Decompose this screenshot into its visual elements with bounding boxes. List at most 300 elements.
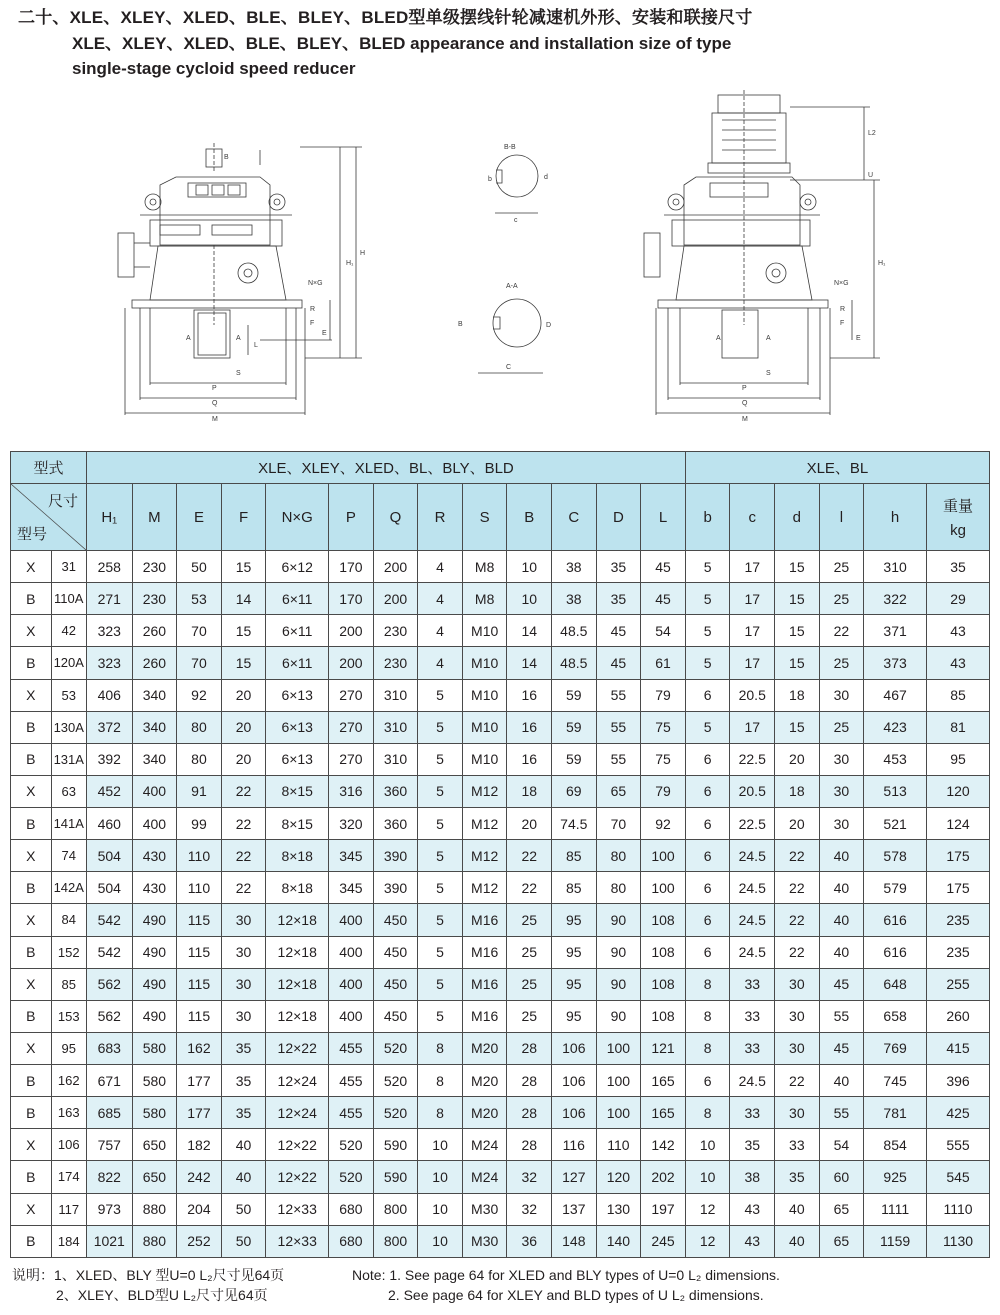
table-cell: 32 <box>507 1161 552 1193</box>
table-cell: 1111 <box>864 1193 927 1225</box>
dimension-table <box>10 451 990 1258</box>
table-cell: M20 <box>462 1032 507 1064</box>
table-cell: 580 <box>132 1065 177 1097</box>
table-cell: 90 <box>596 936 641 968</box>
table-cell: 973 <box>86 1193 132 1225</box>
table-row <box>11 808 990 840</box>
table-cell: 562 <box>86 1000 132 1032</box>
title-english-line2: single-stage cycloid speed reducer <box>72 59 356 78</box>
table-cell: 99 <box>177 808 222 840</box>
table-cell: 8 <box>418 1032 463 1064</box>
table-cell: 70 <box>177 615 222 647</box>
table-row <box>11 583 990 615</box>
column-header: C <box>552 484 597 551</box>
table-cell: M30 <box>462 1193 507 1225</box>
table-cell: 55 <box>596 679 641 711</box>
label-P: P <box>212 385 217 392</box>
table-cell: 372 <box>86 711 132 743</box>
table-cell: 54 <box>641 615 686 647</box>
table-cell: 390 <box>373 872 418 904</box>
table-cell: 455 <box>329 1032 374 1064</box>
table-cell: 35 <box>221 1032 266 1064</box>
table-cell: 452 <box>86 775 132 807</box>
model-cell: 31 <box>51 551 86 583</box>
table-cell: 50 <box>221 1225 266 1257</box>
label-E: E <box>322 330 327 337</box>
notes-label: 说明： <box>12 1267 54 1283</box>
table-cell: 6 <box>685 775 730 807</box>
table-cell: 14 <box>507 615 552 647</box>
column-header: l <box>819 484 864 551</box>
table-cell: 8 <box>685 1097 730 1129</box>
type-cell: X <box>11 551 52 583</box>
table-cell: 75 <box>641 743 686 775</box>
table-row <box>11 615 990 647</box>
table-cell: 33 <box>775 1129 820 1161</box>
table-cell: 33 <box>730 1000 775 1032</box>
label-BB: B-B <box>504 144 516 151</box>
table-cell: 513 <box>864 775 927 807</box>
table-cell: 140 <box>596 1225 641 1257</box>
label-A-right-2: A <box>766 335 771 342</box>
table-cell: 85 <box>552 840 597 872</box>
label-F: F <box>310 320 315 327</box>
table-cell: 61 <box>641 647 686 679</box>
table-cell: 124 <box>927 808 990 840</box>
table-cell: 33 <box>730 1097 775 1129</box>
label-Q-right: Q <box>742 400 748 407</box>
type-cell: B <box>11 711 52 743</box>
table-cell: 162 <box>177 1032 222 1064</box>
model-cell: 74 <box>51 840 86 872</box>
table-cell: 55 <box>596 711 641 743</box>
table-cell: 18 <box>507 775 552 807</box>
table-row <box>11 1000 990 1032</box>
table-row <box>11 647 990 679</box>
table-cell: 108 <box>641 904 686 936</box>
table-cell: 79 <box>641 775 686 807</box>
table-cell: 12×24 <box>266 1065 329 1097</box>
type-cell: X <box>11 615 52 647</box>
table-cell: 45 <box>641 551 686 583</box>
table-cell: 520 <box>373 1097 418 1129</box>
model-cell: 85 <box>51 968 86 1000</box>
table-cell: 1110 <box>927 1193 990 1225</box>
column-header <box>927 484 990 551</box>
table-cell: 15 <box>221 615 266 647</box>
table-cell: 45 <box>819 968 864 1000</box>
table-cell: 769 <box>864 1032 927 1064</box>
label-NxG-right: N×G <box>834 280 849 287</box>
table-cell: 230 <box>132 551 177 583</box>
table-cell: 680 <box>329 1225 374 1257</box>
table-cell: 455 <box>329 1097 374 1129</box>
table-cell: 20.5 <box>730 775 775 807</box>
table-cell: 90 <box>596 904 641 936</box>
table-row <box>11 775 990 807</box>
table-cell: 43 <box>730 1225 775 1257</box>
table-cell: 25 <box>819 551 864 583</box>
table-cell: 182 <box>177 1129 222 1161</box>
model-cell: 131A <box>51 743 86 775</box>
table-cell: 175 <box>927 840 990 872</box>
reducer-with-motor-right <box>644 90 880 415</box>
table-cell: 6 <box>685 1065 730 1097</box>
table-cell: 230 <box>132 583 177 615</box>
table-cell: 270 <box>329 743 374 775</box>
table-cell: 35 <box>730 1129 775 1161</box>
table-cell: 650 <box>132 1161 177 1193</box>
column-header: Q <box>373 484 418 551</box>
table-row <box>11 743 990 775</box>
table-cell: 40 <box>819 1065 864 1097</box>
table-cell: M12 <box>462 808 507 840</box>
table-cell: 55 <box>819 1097 864 1129</box>
table-cell: 616 <box>864 936 927 968</box>
table-cell: 925 <box>864 1161 927 1193</box>
table-cell: 48.5 <box>552 615 597 647</box>
table-cell: 1159 <box>864 1225 927 1257</box>
label-c: c <box>514 217 518 224</box>
table-cell: 30 <box>221 1000 266 1032</box>
table-cell: 5 <box>418 968 463 1000</box>
table-cell: 40 <box>819 904 864 936</box>
table-cell: 5 <box>685 551 730 583</box>
table-cell: 35 <box>221 1097 266 1129</box>
table-cell: 15 <box>775 551 820 583</box>
model-cell: 95 <box>51 1032 86 1064</box>
table-cell: 12×18 <box>266 1000 329 1032</box>
table-cell: 12×22 <box>266 1161 329 1193</box>
table-cell: 800 <box>373 1225 418 1257</box>
table-cell: 60 <box>819 1161 864 1193</box>
table-cell: 170 <box>329 583 374 615</box>
table-cell: 30 <box>775 968 820 1000</box>
table-cell: 400 <box>329 936 374 968</box>
table-cell: 30 <box>819 679 864 711</box>
table-cell: 30 <box>819 743 864 775</box>
table-cell: 16 <box>507 711 552 743</box>
table-cell: M10 <box>462 711 507 743</box>
table-cell: 80 <box>177 711 222 743</box>
note-cn-1: 1、XLED、BLY 型U=0 L₂尺寸见64页 <box>54 1267 285 1283</box>
model-cell: 142A <box>51 872 86 904</box>
table-cell: 8 <box>685 968 730 1000</box>
table-cell: M20 <box>462 1065 507 1097</box>
table-cell: 127 <box>552 1161 597 1193</box>
table-cell: 22.5 <box>730 743 775 775</box>
table-row <box>11 1032 990 1064</box>
table-cell: 22 <box>775 1065 820 1097</box>
table-cell: M12 <box>462 775 507 807</box>
table-cell: 177 <box>177 1097 222 1129</box>
table-cell: 12×33 <box>266 1225 329 1257</box>
table-cell: 10 <box>418 1193 463 1225</box>
table-cell: 45 <box>819 1032 864 1064</box>
table-cell: 5 <box>685 647 730 679</box>
table-cell: 6 <box>685 840 730 872</box>
table-cell: 4 <box>418 615 463 647</box>
section-labels <box>458 144 551 371</box>
label-M-right: M <box>742 416 748 423</box>
table-cell: M10 <box>462 743 507 775</box>
table-cell: 5 <box>418 711 463 743</box>
type-cell: B <box>11 1161 52 1193</box>
table-cell: 25 <box>819 647 864 679</box>
table-cell: 40 <box>775 1193 820 1225</box>
table-cell: 230 <box>373 647 418 679</box>
table-cell: 260 <box>132 615 177 647</box>
table-cell: 270 <box>329 679 374 711</box>
table-cell: 400 <box>132 775 177 807</box>
table-cell: 38 <box>552 583 597 615</box>
table-cell: 396 <box>927 1065 990 1097</box>
table-cell: 95 <box>927 743 990 775</box>
table-cell: 10 <box>507 583 552 615</box>
table-cell: 30 <box>819 808 864 840</box>
table-cell: 235 <box>927 936 990 968</box>
note-cn-2: 2、XLEY、BLD型U L₂尺寸见64页 <box>56 1287 268 1303</box>
table-cell: 6×13 <box>266 711 329 743</box>
model-cell: 117 <box>51 1193 86 1225</box>
table-cell: 8×18 <box>266 840 329 872</box>
table-cell: 340 <box>132 711 177 743</box>
table-cell: 360 <box>373 775 418 807</box>
table-cell: 258 <box>86 551 132 583</box>
header-corner <box>11 484 87 551</box>
table-cell: 235 <box>927 904 990 936</box>
table-cell: 74.5 <box>552 808 597 840</box>
table-cell: 43 <box>927 615 990 647</box>
table-cell: 10 <box>685 1129 730 1161</box>
column-header: S <box>462 484 507 551</box>
column-header: E <box>177 484 222 551</box>
column-header-weight: 重量 <box>942 498 973 515</box>
table-cell: 95 <box>552 968 597 1000</box>
table-cell: 130 <box>596 1193 641 1225</box>
table-cell: 80 <box>596 840 641 872</box>
table-cell: 390 <box>373 840 418 872</box>
table-cell: 6 <box>685 936 730 968</box>
column-header: B <box>507 484 552 551</box>
table-cell: 8 <box>418 1065 463 1097</box>
table-cell: 455 <box>329 1065 374 1097</box>
table-cell: 100 <box>641 872 686 904</box>
table-cell: 200 <box>329 615 374 647</box>
table-cell: 15 <box>221 551 266 583</box>
table-row <box>11 679 990 711</box>
table-cell: 40 <box>819 840 864 872</box>
table-cell: 6×13 <box>266 679 329 711</box>
model-cell: 174 <box>51 1161 86 1193</box>
header-group-1: XLE、XLEY、XLED、BL、BLY、BLD <box>86 452 685 484</box>
table-cell: 423 <box>864 711 927 743</box>
table-cell: 106 <box>552 1065 597 1097</box>
table-cell: 15 <box>775 647 820 679</box>
table-row <box>11 1097 990 1129</box>
table-row <box>11 904 990 936</box>
model-cell: 84 <box>51 904 86 936</box>
table-cell: 5 <box>418 840 463 872</box>
table-cell: 6 <box>685 808 730 840</box>
table-cell: 425 <box>927 1097 990 1129</box>
table-cell: 22 <box>221 808 266 840</box>
table-cell: 5 <box>685 615 730 647</box>
type-cell: B <box>11 808 52 840</box>
header-type: 型式 <box>11 452 87 484</box>
table-cell: 17 <box>730 583 775 615</box>
table-cell: 110 <box>177 872 222 904</box>
table-cell: 197 <box>641 1193 686 1225</box>
table-cell: 17 <box>730 551 775 583</box>
table-cell: 504 <box>86 840 132 872</box>
table-cell: 430 <box>132 872 177 904</box>
table-row <box>11 551 990 583</box>
type-cell: X <box>11 840 52 872</box>
table-cell: 45 <box>641 583 686 615</box>
table-cell: 590 <box>373 1129 418 1161</box>
table-cell: 5 <box>418 936 463 968</box>
table-cell: 8 <box>418 1097 463 1129</box>
table-cell: 20 <box>221 711 266 743</box>
table-cell: 392 <box>86 743 132 775</box>
table-cell: 15 <box>775 615 820 647</box>
table-cell: 578 <box>864 840 927 872</box>
label-R: R <box>310 306 316 313</box>
table-cell: 115 <box>177 968 222 1000</box>
table-cell: 650 <box>132 1129 177 1161</box>
type-cell: X <box>11 968 52 1000</box>
type-cell: B <box>11 872 52 904</box>
label-S-right: S <box>766 370 771 377</box>
table-cell: M10 <box>462 615 507 647</box>
column-header: d <box>775 484 820 551</box>
table-cell: 165 <box>641 1097 686 1129</box>
table-cell: 15 <box>221 647 266 679</box>
table-cell: 310 <box>864 551 927 583</box>
table-cell: 12×24 <box>266 1097 329 1129</box>
table-cell: 106 <box>552 1032 597 1064</box>
table-cell: 95 <box>552 936 597 968</box>
label-L2: L2 <box>868 130 876 137</box>
table-cell: 822 <box>86 1161 132 1193</box>
table-row <box>11 1193 990 1225</box>
table-cell: 108 <box>641 936 686 968</box>
table-cell: 323 <box>86 647 132 679</box>
label-Q: Q <box>212 400 218 407</box>
table-cell: 490 <box>132 968 177 1000</box>
table-cell: 22 <box>819 615 864 647</box>
table-cell: 450 <box>373 936 418 968</box>
table-cell: 242 <box>177 1161 222 1193</box>
table-cell: 75 <box>641 711 686 743</box>
column-header: H₁ <box>86 484 132 551</box>
table-cell: 20 <box>221 743 266 775</box>
label-C: C <box>506 364 512 371</box>
table-cell: 115 <box>177 1000 222 1032</box>
table-cell: 5 <box>418 1000 463 1032</box>
table-cell: 6×12 <box>266 551 329 583</box>
column-header: R <box>418 484 463 551</box>
table-cell: 4 <box>418 647 463 679</box>
table-cell: 6×13 <box>266 743 329 775</box>
table-cell: 12×18 <box>266 904 329 936</box>
table-cell: 30 <box>221 936 266 968</box>
table-cell: 10 <box>418 1161 463 1193</box>
table-cell: 200 <box>329 647 374 679</box>
table-cell: 65 <box>819 1225 864 1257</box>
table-cell: 880 <box>132 1193 177 1225</box>
table-cell: 116 <box>552 1129 597 1161</box>
model-cell: 42 <box>51 615 86 647</box>
table-cell: 59 <box>552 679 597 711</box>
table-cell: 271 <box>86 583 132 615</box>
title-english-line1: XLE、XLEY、XLED、BLE、BLEY、BLED appearance and installation size of type <box>72 34 732 53</box>
table-cell: 22 <box>507 872 552 904</box>
table-cell: 120 <box>596 1161 641 1193</box>
table-cell: 81 <box>927 711 990 743</box>
table-cell: 260 <box>132 647 177 679</box>
table-cell: M10 <box>462 647 507 679</box>
type-cell: B <box>11 1225 52 1257</box>
table-cell: 91 <box>177 775 222 807</box>
column-header: c <box>730 484 775 551</box>
table-cell: 270 <box>329 711 374 743</box>
page-title <box>18 4 988 81</box>
label-AA: A-A <box>506 283 518 290</box>
label-U: U <box>868 172 874 179</box>
table-cell: 25 <box>507 1000 552 1032</box>
table-cell: 400 <box>329 1000 374 1032</box>
table-cell: 8×15 <box>266 775 329 807</box>
model-cell: 110A <box>51 583 86 615</box>
table-cell: 92 <box>177 679 222 711</box>
table-cell: 580 <box>132 1097 177 1129</box>
table-cell: 40 <box>221 1129 266 1161</box>
table-cell: 542 <box>86 904 132 936</box>
table-cell: 69 <box>552 775 597 807</box>
table-cell: 453 <box>864 743 927 775</box>
label-H1-right: H₁ <box>878 260 886 267</box>
table-cell: 490 <box>132 904 177 936</box>
table-cell: 5 <box>418 904 463 936</box>
table-cell: 520 <box>373 1065 418 1097</box>
table-cell: 45 <box>596 647 641 679</box>
table-cell: M16 <box>462 1000 507 1032</box>
type-cell: B <box>11 583 52 615</box>
model-cell: 53 <box>51 679 86 711</box>
table-cell: M20 <box>462 1097 507 1129</box>
table-cell: 415 <box>927 1032 990 1064</box>
table-cell: 48.5 <box>552 647 597 679</box>
table-cell: 757 <box>86 1129 132 1161</box>
table-cell: 4 <box>418 583 463 615</box>
table-cell: 6 <box>685 743 730 775</box>
table-cell: 460 <box>86 808 132 840</box>
table-cell: 22 <box>775 904 820 936</box>
table-cell: 22 <box>775 936 820 968</box>
table-cell: 30 <box>221 904 266 936</box>
table-cell: 230 <box>373 615 418 647</box>
table-cell: 55 <box>596 743 641 775</box>
table-cell: 20.5 <box>730 679 775 711</box>
label-E-right: E <box>856 335 861 342</box>
table-cell: 115 <box>177 936 222 968</box>
table-row <box>11 968 990 1000</box>
table-cell: 490 <box>132 1000 177 1032</box>
table-cell: 580 <box>132 1032 177 1064</box>
table-cell: 15 <box>775 583 820 615</box>
